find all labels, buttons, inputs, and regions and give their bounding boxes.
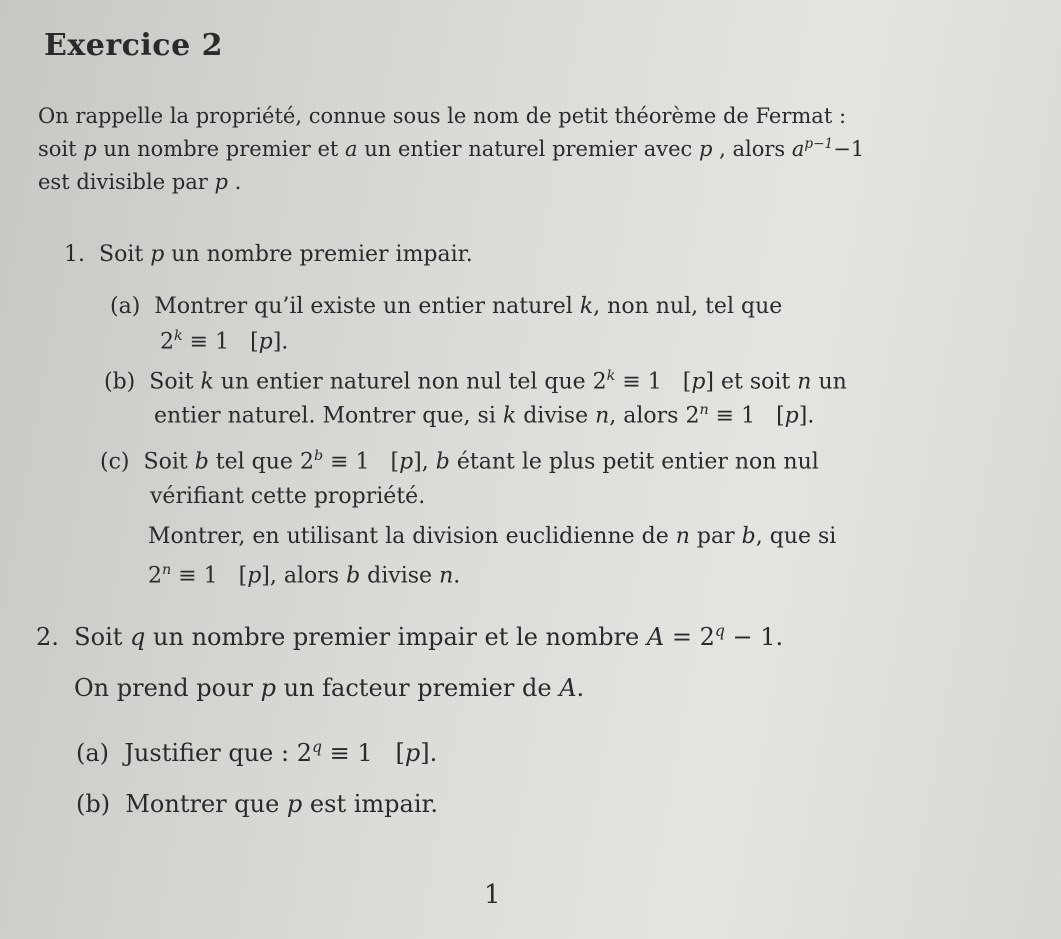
- question-1a-equation: $2^k \equiv 1$ [p].: [160, 328, 289, 355]
- question-2b: (b) Montrer que p est impair.: [76, 790, 438, 818]
- question-1c-line-2: vérifiant cette propriété.: [150, 484, 426, 509]
- question-1b: (b) Soit k un entier naturel non nul tel que $2^k \equiv 1$ [p] et soit n un: [104, 368, 847, 395]
- intro-line-3: est divisible par p .: [38, 170, 242, 194]
- question-1a: (a) Montrer qu’il existe un entier naturel k, non nul, tel que: [110, 294, 783, 319]
- question-2a-label: (a): [76, 739, 110, 767]
- question-1: 1. Soit p un nombre premier impair.: [64, 242, 473, 267]
- exercise-title: Exercice 2: [44, 28, 223, 63]
- question-1c: (c) Soit b tel que $2^b \equiv 1$ [p], b étant le plus petit entier non nul: [100, 448, 819, 475]
- question-1c-line-3: Montrer, en utilisant la division euclidienne de n par b, que si: [148, 524, 837, 549]
- question-1c-label: (c): [100, 449, 130, 475]
- intro-line-1: On rappelle la propriété, connue sous le nom de petit théorème de Fermat :: [38, 104, 847, 128]
- question-1a-label: (a): [110, 294, 141, 319]
- question-1b-line-2: entier naturel. Montrer que, si k divise n, alors $2^n \equiv 1$ [p].: [154, 402, 815, 429]
- page-number: 1: [484, 880, 501, 910]
- question-2a: (a) Justifier que : $2^q \equiv 1$ [p].: [76, 738, 438, 767]
- question-2: 2. Soit q un nombre premier impair et le nombre $A = 2^q - 1$.: [36, 622, 784, 651]
- question-1c-line-4: $2^n \equiv 1$ [p], alors b divise n.: [148, 562, 461, 589]
- question-2-line-2: On prend pour p un facteur premier de A.: [74, 674, 585, 702]
- intro-line-2: soit p un nombre premier et a un entier naturel premier avec p , alors $a^{p-1}-1$: [38, 136, 865, 161]
- question-2-label: 2.: [36, 623, 59, 651]
- question-1-label: 1.: [64, 242, 85, 267]
- question-1b-label: (b): [104, 369, 136, 395]
- question-2b-label: (b): [76, 790, 111, 818]
